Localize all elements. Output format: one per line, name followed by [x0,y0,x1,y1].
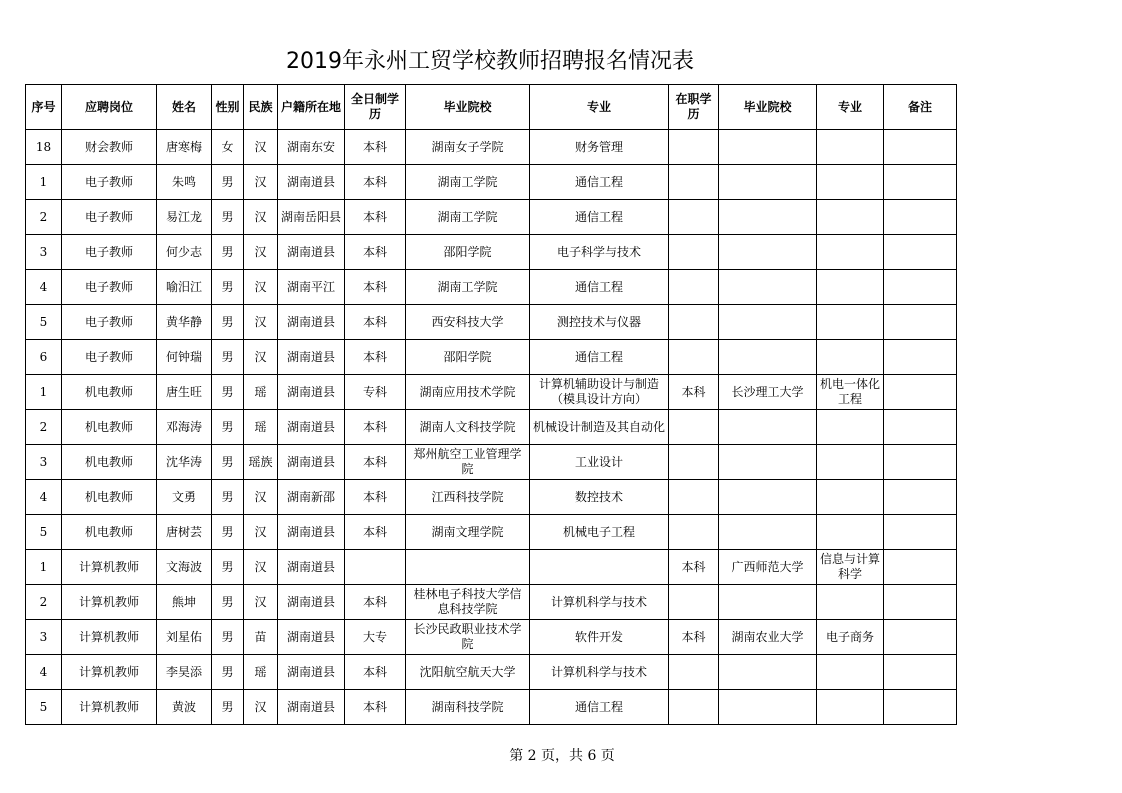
table-cell: 湖南道县 [278,585,345,620]
table-cell [884,410,957,445]
table-cell: 湖南农业大学 [719,620,817,655]
column-header: 姓名 [157,85,212,130]
table-cell: 2 [26,585,62,620]
table-row [26,130,957,165]
table-cell [884,445,957,480]
table-cell: 工业设计 [530,445,669,480]
table-cell: 男 [212,585,244,620]
table-cell: 湖南道县 [278,410,345,445]
table-cell: 计算机教师 [62,585,157,620]
table-cell [719,305,817,340]
column-header: 毕业院校 [719,85,817,130]
table-cell: 汉 [244,200,278,235]
table-cell: 男 [212,445,244,480]
table-cell: 湖南文理学院 [406,515,530,550]
table-cell: 汉 [244,690,278,725]
table-cell [406,550,530,585]
table-cell: 女 [212,130,244,165]
table-cell: 汉 [244,305,278,340]
table-cell: 瑶 [244,410,278,445]
column-header: 全日制学历 [345,85,406,130]
table-cell: 电子教师 [62,340,157,375]
table-cell: 湖南女子学院 [406,130,530,165]
table-cell: 计算机教师 [62,620,157,655]
table-cell [884,165,957,200]
table-cell [669,410,719,445]
table-cell: 男 [212,655,244,690]
table-cell: 湖南道县 [278,305,345,340]
table-cell: 男 [212,620,244,655]
table-cell: 机械电子工程 [530,515,669,550]
table-cell: 通信工程 [530,165,669,200]
table-cell: 电子教师 [62,270,157,305]
table-cell: 机电教师 [62,480,157,515]
table-cell: 软件开发 [530,620,669,655]
table-cell: 机电教师 [62,445,157,480]
header-row [26,85,957,130]
table-cell: 湖南道县 [278,445,345,480]
table-cell [669,445,719,480]
table-cell: 测控技术与仪器 [530,305,669,340]
table-cell [884,340,957,375]
table-cell: 男 [212,375,244,410]
table-cell [884,550,957,585]
table-cell: 邵阳学院 [406,340,530,375]
table-cell [669,235,719,270]
column-header: 应聘岗位 [62,85,157,130]
table-cell [669,480,719,515]
table-row [26,480,957,515]
table-cell [817,200,884,235]
table-cell [669,200,719,235]
table-cell: 本科 [345,585,406,620]
table-cell: 机电教师 [62,375,157,410]
table-cell: 2 [26,410,62,445]
table-cell: 3 [26,620,62,655]
table-cell [817,690,884,725]
table-cell [817,655,884,690]
table-cell [817,340,884,375]
table-cell: 男 [212,235,244,270]
table-cell: 汉 [244,515,278,550]
table-cell: 江西科技学院 [406,480,530,515]
table-cell: 瑶族 [244,445,278,480]
table-cell: 计算机辅助设计与制造（模具设计方向） [530,375,669,410]
table-cell: 文海波 [157,550,212,585]
table-cell [669,515,719,550]
table-cell [719,410,817,445]
table-cell: 本科 [669,620,719,655]
table-cell: 计算机科学与技术 [530,655,669,690]
table-cell: 机电一体化工程 [817,375,884,410]
table-cell [669,165,719,200]
table-cell: 本科 [345,130,406,165]
table-cell [345,550,406,585]
table-cell: 朱鸣 [157,165,212,200]
table-cell: 3 [26,235,62,270]
table-cell: 邓海涛 [157,410,212,445]
table-cell [884,235,957,270]
table-row [26,410,957,445]
table-cell: 湖南东安 [278,130,345,165]
column-header: 毕业院校 [406,85,530,130]
table-cell [884,515,957,550]
table-cell: 湖南道县 [278,655,345,690]
table-cell: 电子商务 [817,620,884,655]
table-cell: 湖南道县 [278,165,345,200]
table-cell [817,410,884,445]
table-cell: 瑶 [244,655,278,690]
table-cell [669,655,719,690]
table-cell: 易江龙 [157,200,212,235]
table-cell: 财会教师 [62,130,157,165]
table-cell: 电子教师 [62,235,157,270]
table-cell: 本科 [345,200,406,235]
table-cell: 男 [212,690,244,725]
table-row [26,585,957,620]
table-cell: 计算机教师 [62,655,157,690]
table-cell [884,585,957,620]
column-header: 备注 [884,85,957,130]
table-cell: 长沙理工大学 [719,375,817,410]
table-cell: 本科 [345,305,406,340]
table-cell: 信息与计算科学 [817,550,884,585]
table-cell: 沈华涛 [157,445,212,480]
table-row [26,690,957,725]
table-cell: 机电教师 [62,410,157,445]
table-cell [817,445,884,480]
table-cell: 男 [212,165,244,200]
table-cell: 6 [26,340,62,375]
table-cell: 汉 [244,585,278,620]
table-cell: 电子教师 [62,305,157,340]
table-cell: 本科 [345,515,406,550]
table-cell [669,270,719,305]
table-cell: 4 [26,480,62,515]
table-cell [817,585,884,620]
table-row [26,550,957,585]
table-cell: 湖南人文科技学院 [406,410,530,445]
table-cell: 电子科学与技术 [530,235,669,270]
table-cell: 湖南平江 [278,270,345,305]
table-cell [817,305,884,340]
table-cell: 汉 [244,270,278,305]
table-cell: 男 [212,410,244,445]
table-cell: 湖南应用技术学院 [406,375,530,410]
table-cell: 文勇 [157,480,212,515]
table-cell: 通信工程 [530,270,669,305]
table-cell [669,305,719,340]
table-row [26,445,957,480]
table-cell [719,655,817,690]
table-cell: 本科 [345,340,406,375]
table-cell [719,480,817,515]
table-cell: 18 [26,130,62,165]
table-cell [719,270,817,305]
table-cell: 本科 [345,690,406,725]
table-cell: 湖南道县 [278,515,345,550]
applicant-table [25,84,957,725]
table-cell [884,690,957,725]
table-cell [884,270,957,305]
table-cell: 本科 [345,445,406,480]
table-cell: 黄波 [157,690,212,725]
table-cell: 汉 [244,235,278,270]
table-cell: 男 [212,200,244,235]
table-cell: 计算机教师 [62,690,157,725]
table-cell: 4 [26,655,62,690]
table-cell [884,620,957,655]
table-cell: 本科 [345,235,406,270]
table-row [26,305,957,340]
table-cell: 本科 [345,270,406,305]
table-cell: 数控技术 [530,480,669,515]
table-cell: 通信工程 [530,200,669,235]
table-cell: 4 [26,270,62,305]
table-cell: 5 [26,515,62,550]
table-cell: 沈阳航空航天大学 [406,655,530,690]
table-row [26,620,957,655]
table-cell: 电子教师 [62,165,157,200]
table-row [26,340,957,375]
table-cell: 湖南工学院 [406,200,530,235]
table-cell: 湖南道县 [278,620,345,655]
table-cell: 瑶 [244,375,278,410]
table-cell [817,515,884,550]
table-cell: 何少志 [157,235,212,270]
table-cell: 男 [212,305,244,340]
table-cell: 桂林电子科技大学信息科技学院 [406,585,530,620]
table-cell: 黄华静 [157,305,212,340]
table-cell [719,585,817,620]
table-cell: 长沙民政职业技术学院 [406,620,530,655]
table-cell: 邵阳学院 [406,235,530,270]
table-cell [669,585,719,620]
table-cell [669,130,719,165]
table-cell: 湖南道县 [278,550,345,585]
table-row [26,235,957,270]
table-cell: 男 [212,515,244,550]
column-header: 序号 [26,85,62,130]
table-cell: 本科 [345,480,406,515]
table-cell: 湖南道县 [278,375,345,410]
table-cell [669,340,719,375]
table-cell: 1 [26,165,62,200]
table-row [26,655,957,690]
table-cell: 男 [212,480,244,515]
table-cell: 李昊添 [157,655,212,690]
column-header: 性别 [212,85,244,130]
table-cell: 财务管理 [530,130,669,165]
table-cell [884,130,957,165]
table-cell: 熊坤 [157,585,212,620]
table-cell: 湖南科技学院 [406,690,530,725]
table-cell: 唐树芸 [157,515,212,550]
table-cell: 汉 [244,480,278,515]
table-cell [884,480,957,515]
table-cell: 郑州航空工业管理学院 [406,445,530,480]
table-cell [719,690,817,725]
table-cell [817,165,884,200]
table-row [26,270,957,305]
table-cell [719,445,817,480]
table-row [26,165,957,200]
table-cell [719,340,817,375]
table-cell [719,130,817,165]
column-header: 专业 [817,85,884,130]
table-row [26,515,957,550]
table-cell [719,165,817,200]
table-cell: 1 [26,375,62,410]
table-cell: 计算机教师 [62,550,157,585]
table-cell [884,375,957,410]
table-cell: 5 [26,690,62,725]
table-cell: 汉 [244,340,278,375]
table-cell: 本科 [345,165,406,200]
table-cell [884,305,957,340]
table-cell: 刘星佑 [157,620,212,655]
table-cell: 何钟瑞 [157,340,212,375]
table-cell [884,655,957,690]
table-row [26,200,957,235]
table-cell [817,130,884,165]
table-cell: 计算机科学与技术 [530,585,669,620]
table-cell [719,515,817,550]
page-title: 2019年永州工贸学校教师招聘报名情况表 [286,49,694,74]
table-cell: 唐寒梅 [157,130,212,165]
table-row [26,375,957,410]
table-cell: 通信工程 [530,690,669,725]
table-cell: 汉 [244,130,278,165]
table-cell: 2 [26,200,62,235]
table-cell: 汉 [244,550,278,585]
table-cell: 大专 [345,620,406,655]
table-cell: 5 [26,305,62,340]
table-cell: 汉 [244,165,278,200]
table-cell: 电子教师 [62,200,157,235]
table-cell: 湖南道县 [278,235,345,270]
table-cell: 通信工程 [530,340,669,375]
table-cell [530,550,669,585]
table-cell [719,235,817,270]
table-cell: 湖南岳阳县 [278,200,345,235]
table-cell [669,690,719,725]
table-cell: 广西师范大学 [719,550,817,585]
table-cell [817,480,884,515]
table-cell: 专科 [345,375,406,410]
table-cell: 3 [26,445,62,480]
column-header: 户籍所在地 [278,85,345,130]
table-cell: 湖南新邵 [278,480,345,515]
table-cell: 本科 [669,375,719,410]
table-cell: 男 [212,270,244,305]
table-cell: 机电教师 [62,515,157,550]
table-cell [719,200,817,235]
page-footer: 第 2 页，共 6 页 [509,748,615,764]
table-cell: 本科 [345,655,406,690]
table-cell: 喻汨江 [157,270,212,305]
table-cell: 西安科技大学 [406,305,530,340]
table-cell: 1 [26,550,62,585]
table-cell: 机械设计制造及其自动化 [530,410,669,445]
table-cell [817,235,884,270]
table-cell: 湖南道县 [278,340,345,375]
table-cell: 本科 [669,550,719,585]
table-cell [884,200,957,235]
column-header: 在职学历 [669,85,719,130]
table-cell: 苗 [244,620,278,655]
table-cell: 湖南工学院 [406,270,530,305]
column-header: 专业 [530,85,669,130]
table-cell: 湖南工学院 [406,165,530,200]
table-cell: 男 [212,550,244,585]
table-cell: 唐生旺 [157,375,212,410]
table-cell: 男 [212,340,244,375]
table-cell [817,270,884,305]
column-header: 民族 [244,85,278,130]
table-cell: 湖南道县 [278,690,345,725]
table-cell: 本科 [345,410,406,445]
